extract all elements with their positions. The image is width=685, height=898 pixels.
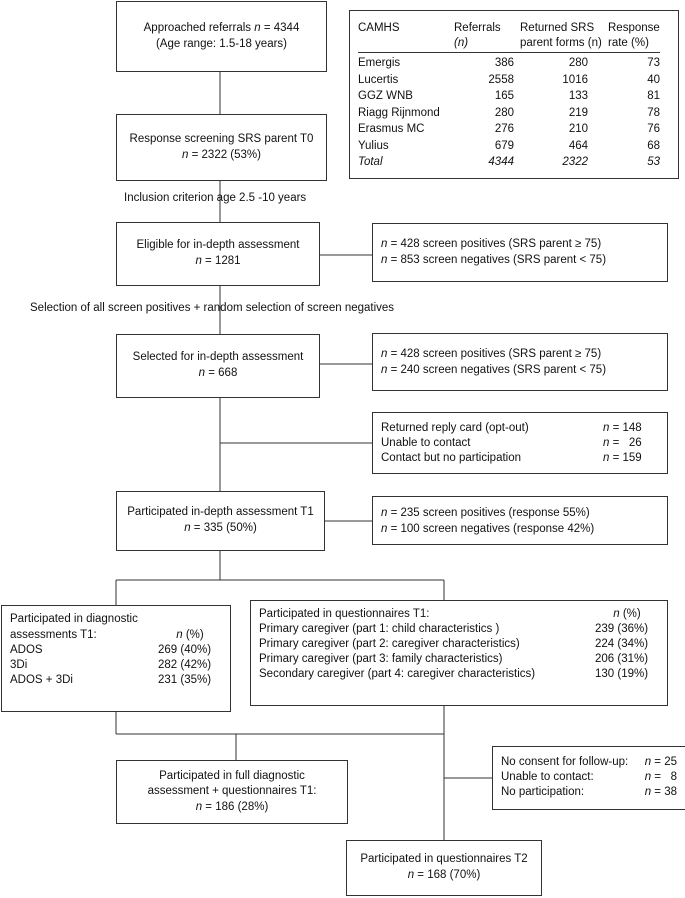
table-cell-ref: 165	[494, 90, 514, 102]
participated-side-negatives: n = 100 screen negatives (response 42%)	[381, 523, 595, 535]
table-cell-name: Lucertis	[358, 73, 399, 86]
table-cell-ref: 386	[494, 57, 514, 69]
total-ret: 2322	[562, 156, 588, 168]
table-cell-ret: 133	[568, 90, 588, 102]
eligible-side-negatives: n = 853 screen negatives (SRS parent < 75)	[381, 254, 607, 266]
table-row	[358, 138, 660, 155]
response-line1: Response screening SRS parent T0	[129, 132, 314, 145]
full-diagnostic-box	[116, 760, 348, 824]
dropout-unable: Unable to contact n = 26	[381, 437, 642, 449]
table-header-2	[358, 36, 660, 53]
header-camhs: CAMHS	[358, 22, 400, 34]
table-cell-name: Yulius	[358, 139, 389, 152]
approached-line2: (Age range: 1.5-18 years)	[155, 37, 288, 50]
full-diag-line1: Participated in full diagnostic	[159, 769, 305, 782]
table-cell-ret: 210	[568, 123, 588, 135]
participated-t1-box	[116, 491, 325, 551]
table-cell-ref: 276	[494, 123, 514, 135]
questionnaires-row-part4: Secondary caregiver (part 4: caregiver characteristics) 130 (19%)	[259, 668, 649, 680]
table-row	[358, 88, 660, 105]
table-cell-name: Emergis	[358, 57, 401, 69]
eligible-box	[116, 222, 320, 286]
diagnostic-box	[1, 605, 231, 712]
table-cell-rate: 81	[647, 90, 660, 102]
questionnaires-row-part1: Primary caregiver (part 1: child characteristics ) 239 (36%)	[259, 623, 649, 635]
participated-line2: n = 335 (50%)	[184, 522, 257, 534]
dropout-no-participation: Contact but no participation n = 159	[381, 452, 642, 464]
header-referrals: Referrals	[454, 22, 501, 34]
table-row	[358, 72, 660, 89]
participated-t2-box	[346, 840, 542, 896]
selected-line1: Selected for in-depth assessment	[132, 351, 304, 364]
table-body	[358, 53, 660, 154]
response-screening-box	[116, 114, 327, 181]
total-rate: 53	[647, 156, 660, 168]
diagnostic-row-3di: 3Di 282 (42%)	[10, 658, 212, 671]
questionnaires-row-part3: Primary caregiver (part 3: family characteristics) 206 (31%)	[259, 653, 649, 665]
inclusion-criterion-label: Inclusion criterion age 2.5 -10 years	[124, 192, 307, 204]
dropout-box	[372, 412, 668, 474]
table-cell-name: GGZ WNB	[358, 90, 413, 102]
table-cell-ret: 464	[568, 139, 588, 152]
table-cell-name: Erasmus MC	[358, 123, 425, 135]
camhs-table	[358, 21, 660, 171]
selected-side-negatives: n = 240 screen negatives (SRS parent < 75)	[381, 364, 607, 376]
table-total-row	[358, 154, 660, 171]
t2-line2: n = 168 (70%)	[407, 869, 481, 881]
eligible-line2: n = 1281	[195, 255, 241, 267]
table-header	[358, 21, 660, 36]
table-cell-name: Riagg Rijnmond	[358, 106, 440, 119]
table-cell-ref: 280	[494, 106, 514, 119]
selected-box	[116, 334, 320, 398]
questionnaires-title: Participated in questionnaires T1: n (%)	[259, 608, 641, 620]
eligible-side-box	[372, 223, 668, 282]
table-row	[358, 121, 660, 138]
header-response-unit: rate (%)	[608, 37, 649, 49]
table-cell-rate: 76	[647, 123, 660, 135]
eligible-side-positives: n = 428 screen positives (SRS parent ≥ 75)	[381, 238, 602, 250]
followup-unable: Unable to contact: n = 8	[501, 771, 677, 783]
eligible-line1: Eligible for in-depth assessment	[136, 239, 300, 252]
selected-side-box	[372, 333, 668, 391]
camhs-table-box	[349, 10, 679, 179]
total-name: Total	[358, 156, 383, 168]
table-cell-ref: 2558	[488, 73, 514, 86]
participated-side-positives: n = 235 screen positives (response 55%)	[381, 507, 590, 519]
approached-referrals-box	[116, 1, 327, 72]
header-returned: Returned SRS	[520, 22, 595, 34]
followup-no-participation: No participation: n = 38	[501, 786, 677, 798]
participated-side-box	[372, 496, 668, 545]
table-cell-ret: 280	[568, 57, 588, 69]
table-row	[358, 55, 660, 72]
table-cell-rate: 73	[647, 57, 660, 69]
table-cell-ref: 679	[494, 139, 514, 152]
header-returned-unit: parent forms (n)	[520, 37, 602, 49]
response-line2: n = 2322 (53%)	[182, 148, 261, 161]
table-cell-rate: 78	[647, 106, 660, 119]
diagnostic-row-ados: ADOS 269 (40%)	[10, 643, 212, 656]
table-row	[358, 105, 660, 122]
t2-line1: Participated in questionnaires T2	[360, 853, 528, 866]
dropout-optout: Returned reply card (opt-out) n = 148	[381, 422, 642, 434]
participated-line1: Participated in-depth assessment T1	[127, 506, 314, 519]
table-cell-rate: 68	[647, 139, 660, 152]
selected-line2: n = 668	[198, 367, 238, 379]
followup-dropout-box	[492, 746, 685, 810]
selected-side-positives: n = 428 screen positives (SRS parent ≥ 75)	[381, 348, 602, 360]
approached-line1: Approached referrals n = 4344	[143, 21, 300, 34]
selection-label: Selection of all screen positives + random selection of screen negatives	[30, 302, 395, 314]
questionnaires-box	[250, 600, 668, 706]
full-diag-line3: n = 186 (28%)	[195, 800, 269, 813]
table-cell-rate: 40	[647, 73, 660, 86]
total-ref: 4344	[488, 156, 514, 168]
header-referrals-unit: (n)	[454, 37, 469, 49]
full-diag-line2: assessment + questionnaires T1:	[147, 785, 317, 798]
diagnostic-title2: assessments T1: n (%)	[10, 628, 204, 641]
followup-no-consent: No consent for follow-up: n = 25	[501, 756, 677, 768]
header-response: Response	[608, 22, 660, 34]
table-cell-ret: 219	[568, 106, 588, 119]
diagnostic-title1: Participated in diagnostic	[10, 613, 138, 625]
questionnaires-row-part2: Primary caregiver (part 2: caregiver characteristics) 224 (34%)	[259, 638, 649, 650]
diagnostic-row-both: ADOS + 3Di 231 (35%)	[10, 673, 212, 686]
table-cell-ret: 1016	[562, 73, 588, 86]
